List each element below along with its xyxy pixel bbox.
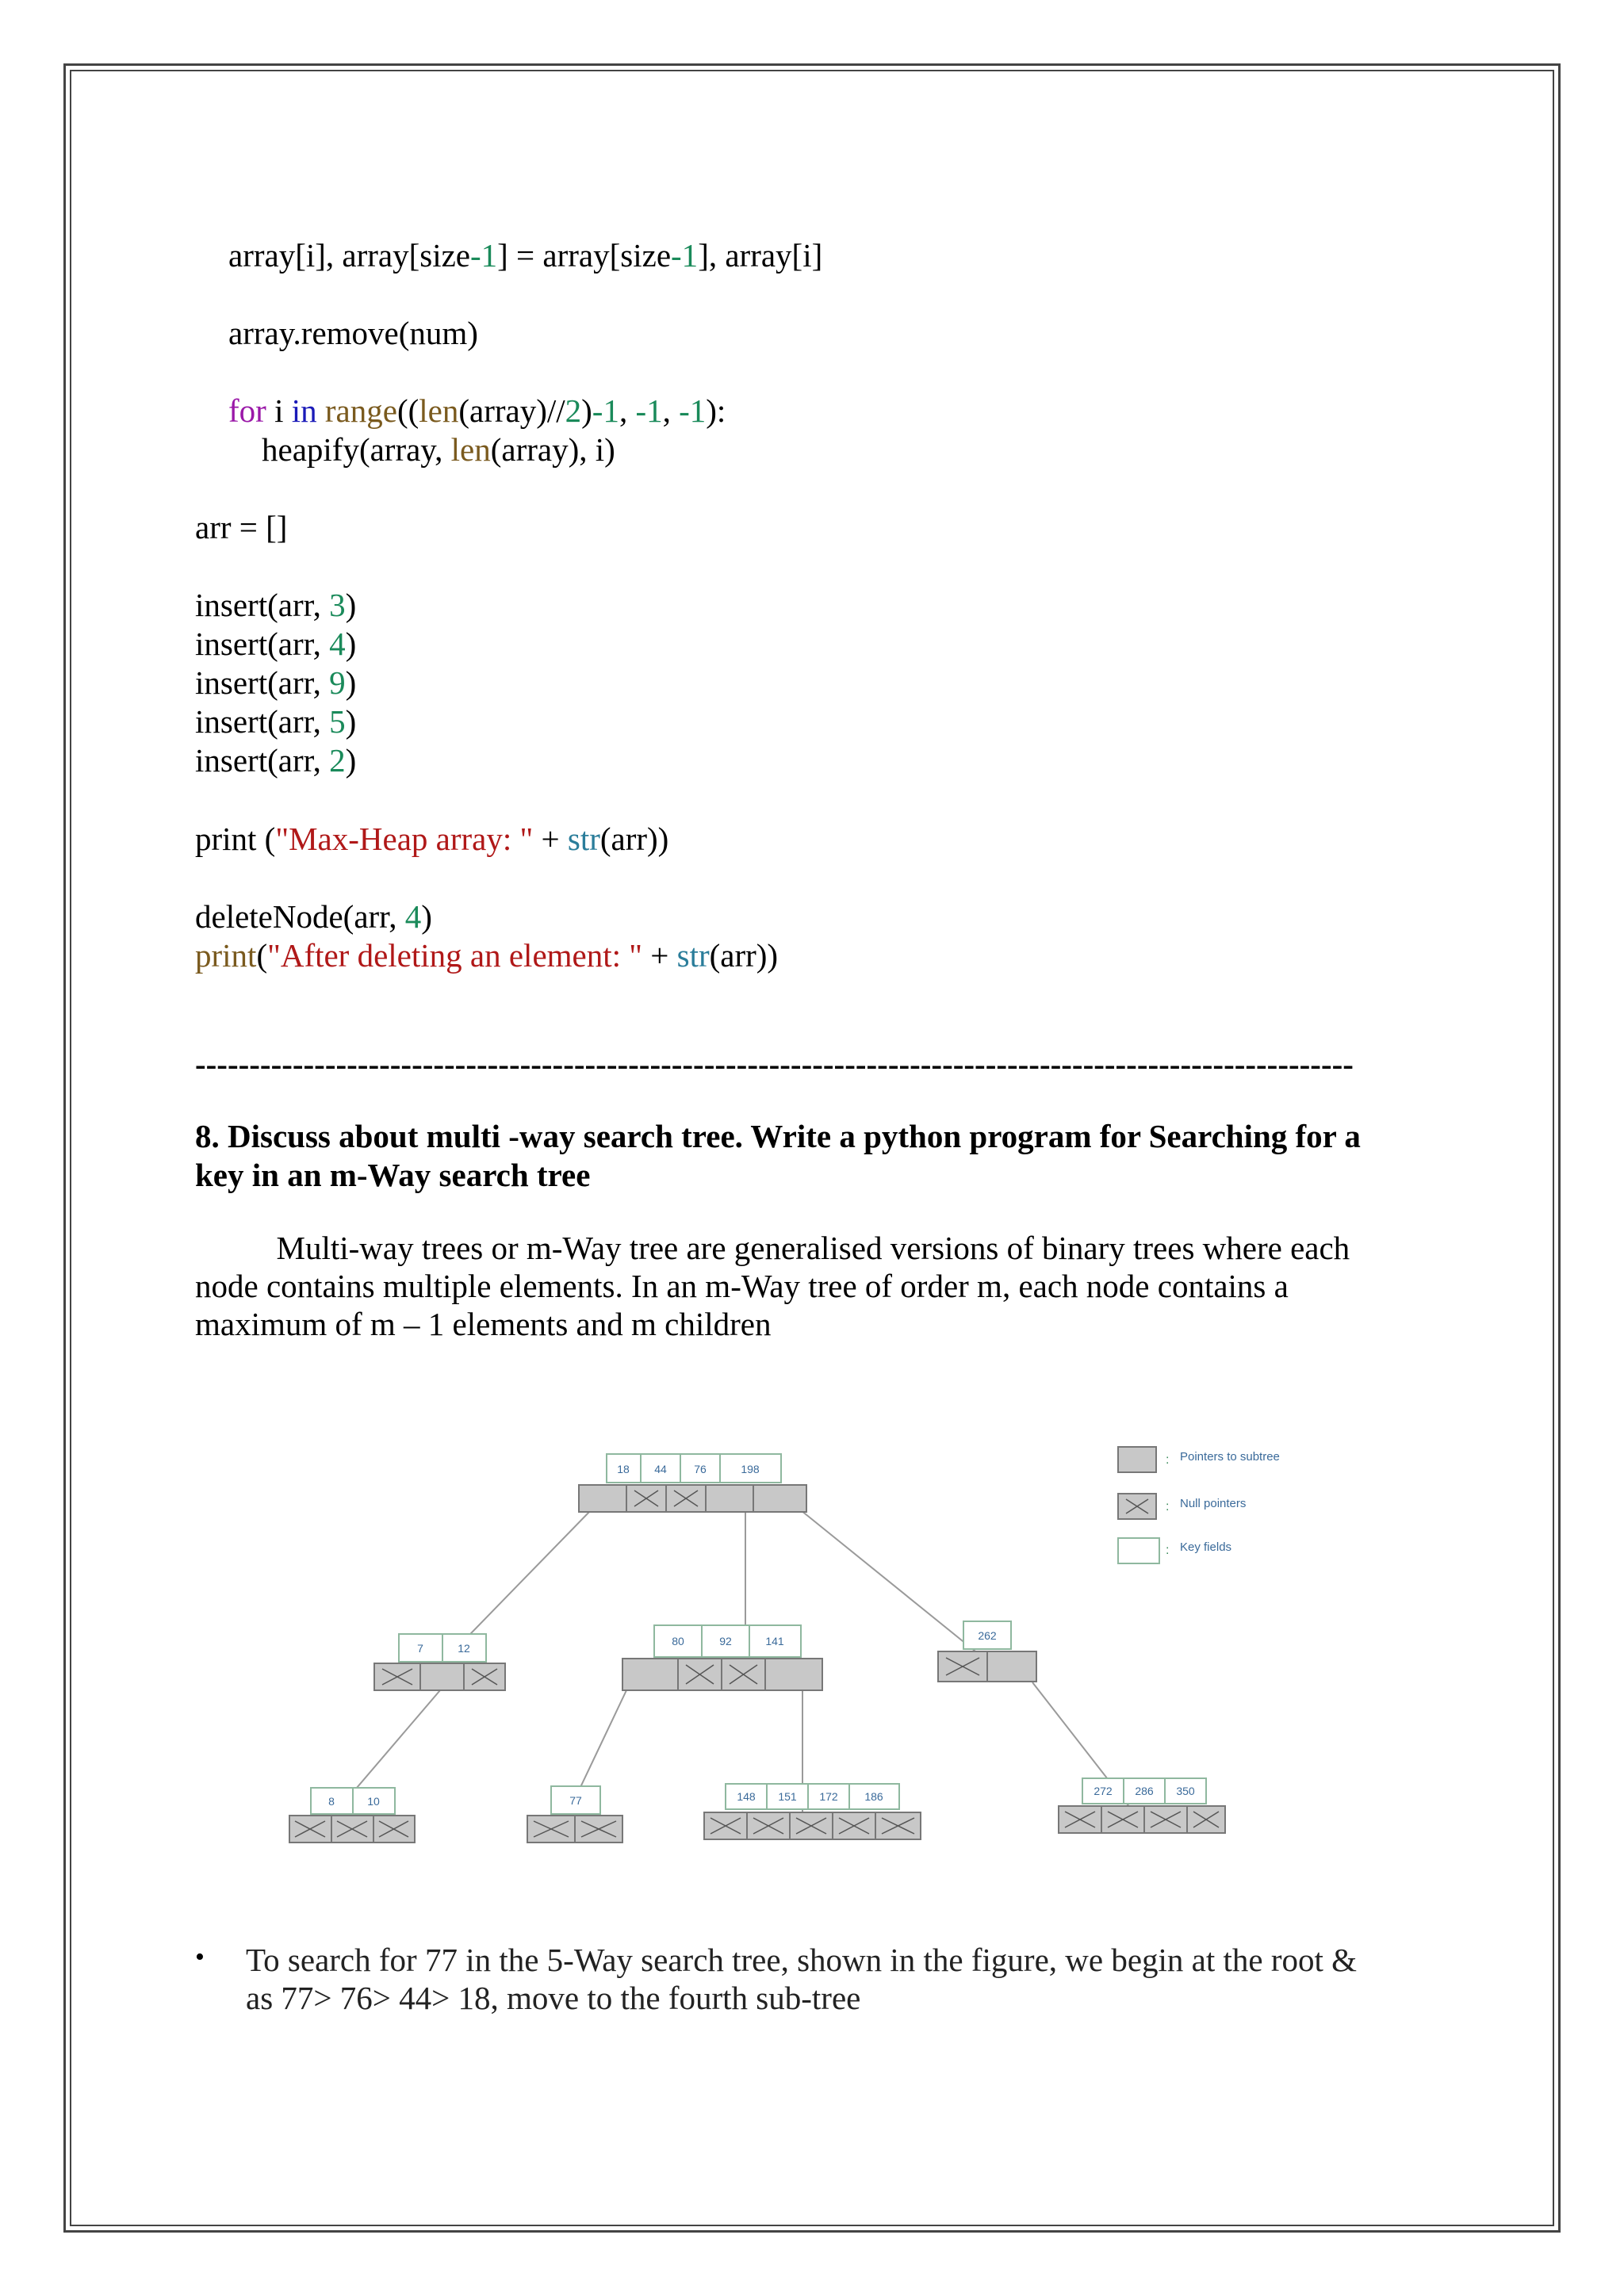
tree-node-b (622, 1625, 822, 1690)
code-line-delete: deleteNode(arr, 4) (195, 898, 432, 935)
key-field: 186 (864, 1790, 883, 1803)
tree-node-g (1059, 1778, 1225, 1833)
paragraph-line1: Multi-way trees or m-Way tree are generalised versions of binary trees where each (195, 1230, 1350, 1266)
key-field: 350 (1176, 1785, 1195, 1797)
bullet-text-line2: as 77> 76> 44> 18, move to the fourth sub-tree (246, 1980, 861, 2016)
key-field: 92 (719, 1635, 732, 1647)
code-line-insert: insert(arr, 5) (195, 703, 357, 740)
code-line-insert: insert(arr, 3) (195, 587, 357, 623)
key-field: 286 (1135, 1785, 1154, 1797)
key-field: 141 (765, 1635, 784, 1647)
code-line-for: for i in range((len(array)//2)-1, -1, -1): (228, 392, 726, 429)
key-field: 172 (819, 1790, 838, 1803)
tree-node-root (579, 1454, 806, 1512)
key-field: 76 (694, 1463, 707, 1475)
bullet-marker: • (195, 1942, 205, 1972)
key-field: 77 (569, 1794, 582, 1807)
legend-swatch-pointer (1118, 1447, 1156, 1472)
key-field: 44 (654, 1463, 667, 1475)
code-line-arr: arr = [] (195, 509, 288, 545)
legend-swatch-key (1118, 1538, 1159, 1563)
code-line-swap: array[i], array[size-1] = array[size-1], array[i] (228, 237, 823, 274)
key-field: 148 (737, 1790, 756, 1803)
code-line-heapify: heapify(array, len(array), i) (262, 431, 615, 468)
code-line-print-heap: print ("Max-Heap array: " + str(arr)) (195, 821, 669, 857)
code-line-insert: insert(arr, 9) (195, 664, 357, 701)
svg-text::: : (1166, 1453, 1170, 1467)
key-field: 198 (741, 1463, 760, 1475)
tree-node-e (527, 1786, 622, 1843)
tree-node-a (374, 1634, 505, 1690)
key-field: 12 (458, 1642, 470, 1655)
legend-label: Pointers to subtree (1180, 1450, 1280, 1464)
paragraph-line2: node contains multiple elements. In an m-Way tree of order m, each node contains a (195, 1268, 1289, 1304)
key-field: 151 (778, 1790, 797, 1803)
paragraph-line3: maximum of m – 1 elements and m children (195, 1306, 772, 1342)
tree-node-c (938, 1621, 1036, 1682)
key-field: 80 (672, 1635, 684, 1647)
svg-text::: : (1166, 1544, 1170, 1557)
tree-node-d (289, 1788, 415, 1843)
key-field: 18 (617, 1463, 630, 1475)
key-field: 272 (1094, 1785, 1113, 1797)
figure-legend (1118, 1447, 1280, 1563)
bullet-text-line1: To search for 77 in the 5-Way search tree, shown in the figure, we begin at the root & (246, 1942, 1358, 1978)
key-field: 7 (417, 1642, 423, 1655)
key-field: 8 (328, 1795, 335, 1808)
code-line-insert: insert(arr, 2) (195, 742, 357, 779)
question-heading-line2: key in an m-Way search tree (195, 1157, 591, 1193)
svg-text::: : (1166, 1500, 1170, 1513)
legend-label: Key fields (1180, 1540, 1232, 1554)
question-heading-line1: 8. Discuss about multi -way search tree. Write a python program for Searching for a (195, 1118, 1361, 1154)
edge-root-c (801, 1510, 987, 1661)
tree-node-f (704, 1784, 921, 1839)
section-divider: ----------------------------------------------------------------------------------------------------------- (195, 1046, 1354, 1082)
key-field: 262 (978, 1629, 997, 1642)
key-field: 10 (367, 1795, 380, 1808)
legend-label: Null pointers (1180, 1497, 1247, 1510)
code-line-insert: insert(arr, 4) (195, 626, 357, 662)
code-line-print-after: print("After deleting an element: " + str(arr)) (195, 937, 779, 974)
code-line-remove: array.remove(num) (228, 315, 478, 351)
